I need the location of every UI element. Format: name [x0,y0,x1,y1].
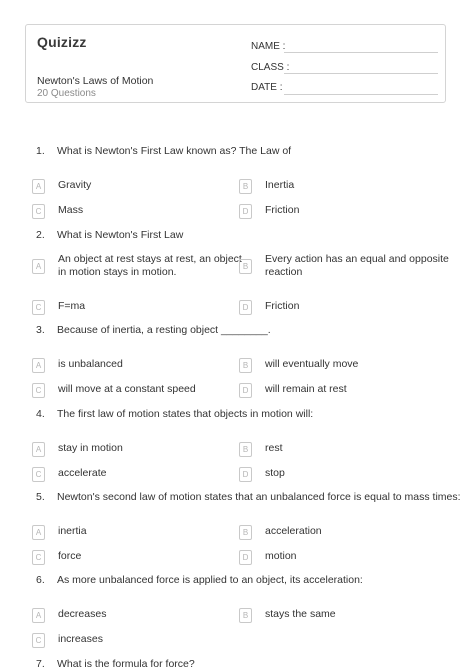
option-text: Every action has an equal and opposite [265,253,449,265]
question-text: What is the formula for force? [57,658,195,670]
question-number: 4. [36,408,45,420]
date-label: DATE : [251,82,283,93]
option-letter-box: C [32,383,45,398]
question-text: The first law of motion states that objects in motion will: [57,408,314,420]
option-letter-box: C [32,550,45,565]
option-text: Inertia [265,179,295,191]
option-text: reaction [265,266,303,278]
name-line[interactable] [284,52,438,53]
class-label: CLASS : [251,62,290,73]
option-letter-box: D [239,300,252,315]
quizizz-logo: Quizizz [37,34,87,50]
option-text: Gravity [58,179,92,191]
option-text: will move at a constant speed [58,383,196,395]
option-text: is unbalanced [58,358,123,370]
option-letter-box: A [32,442,45,457]
option-letter-box: C [32,633,45,648]
option-text: motion [265,550,297,562]
option-letter-box: A [32,525,45,540]
question-text: What is Newton's First Law [57,229,184,241]
option-text: will remain at rest [265,383,347,395]
date-line[interactable] [284,94,438,95]
option-letter-box: C [32,467,45,482]
option-text: stay in motion [58,442,123,454]
option-text: rest [265,442,283,454]
option-letter-box: D [239,204,252,219]
option-letter-box: D [239,550,252,565]
question-number: 3. [36,324,45,336]
option-letter-box: B [239,179,252,194]
question-text: What is Newton's First Law known as? The Law of [57,145,292,157]
option-text: decreases [58,608,107,620]
question-number: 6. [36,574,45,586]
option-text: will eventually move [265,358,359,370]
class-line[interactable] [284,73,438,74]
option-text: Friction [265,300,300,312]
option-text: in motion stays in motion. [58,266,177,278]
option-letter-box: A [32,179,45,194]
worksheet-header [25,24,446,103]
option-letter-box: C [32,204,45,219]
name-label: NAME : [251,41,286,52]
option-letter-box: D [239,383,252,398]
option-text: stop [265,467,285,479]
option-letter-box: B [239,358,252,373]
option-letter-box: B [239,442,252,457]
option-text: inertia [58,525,87,537]
option-text: Friction [265,204,300,216]
option-letter-box: D [239,467,252,482]
option-text: accelerate [58,467,107,479]
question-text: Newton's second law of motion states that an unbalanced force is equal to mass times: [57,491,461,503]
option-letter-box: B [239,259,252,274]
question-count: 20 Questions [37,88,96,99]
question-number: 5. [36,491,45,503]
option-text: force [58,550,82,562]
question-number: 2. [36,229,45,241]
option-text: F=ma [58,300,86,312]
option-text: acceleration [265,525,322,537]
option-text: An object at rest stays at rest, an object [58,253,242,265]
option-letter-box: C [32,300,45,315]
option-letter-box: B [239,525,252,540]
option-text: stays the same [265,608,336,620]
option-text: Mass [58,204,84,216]
option-letter-box: A [32,358,45,373]
option-letter-box: B [239,608,252,623]
option-text: increases [58,633,103,645]
question-text: Because of inertia, a resting object ________. [57,324,271,336]
option-letter-box: A [32,259,45,274]
question-number: 1. [36,145,45,157]
worksheet-title: Newton's Laws of Motion [37,75,154,87]
question-number: 7. [36,658,45,670]
question-text: As more unbalanced force is applied to an object, its acceleration: [57,574,363,586]
option-letter-box: A [32,608,45,623]
